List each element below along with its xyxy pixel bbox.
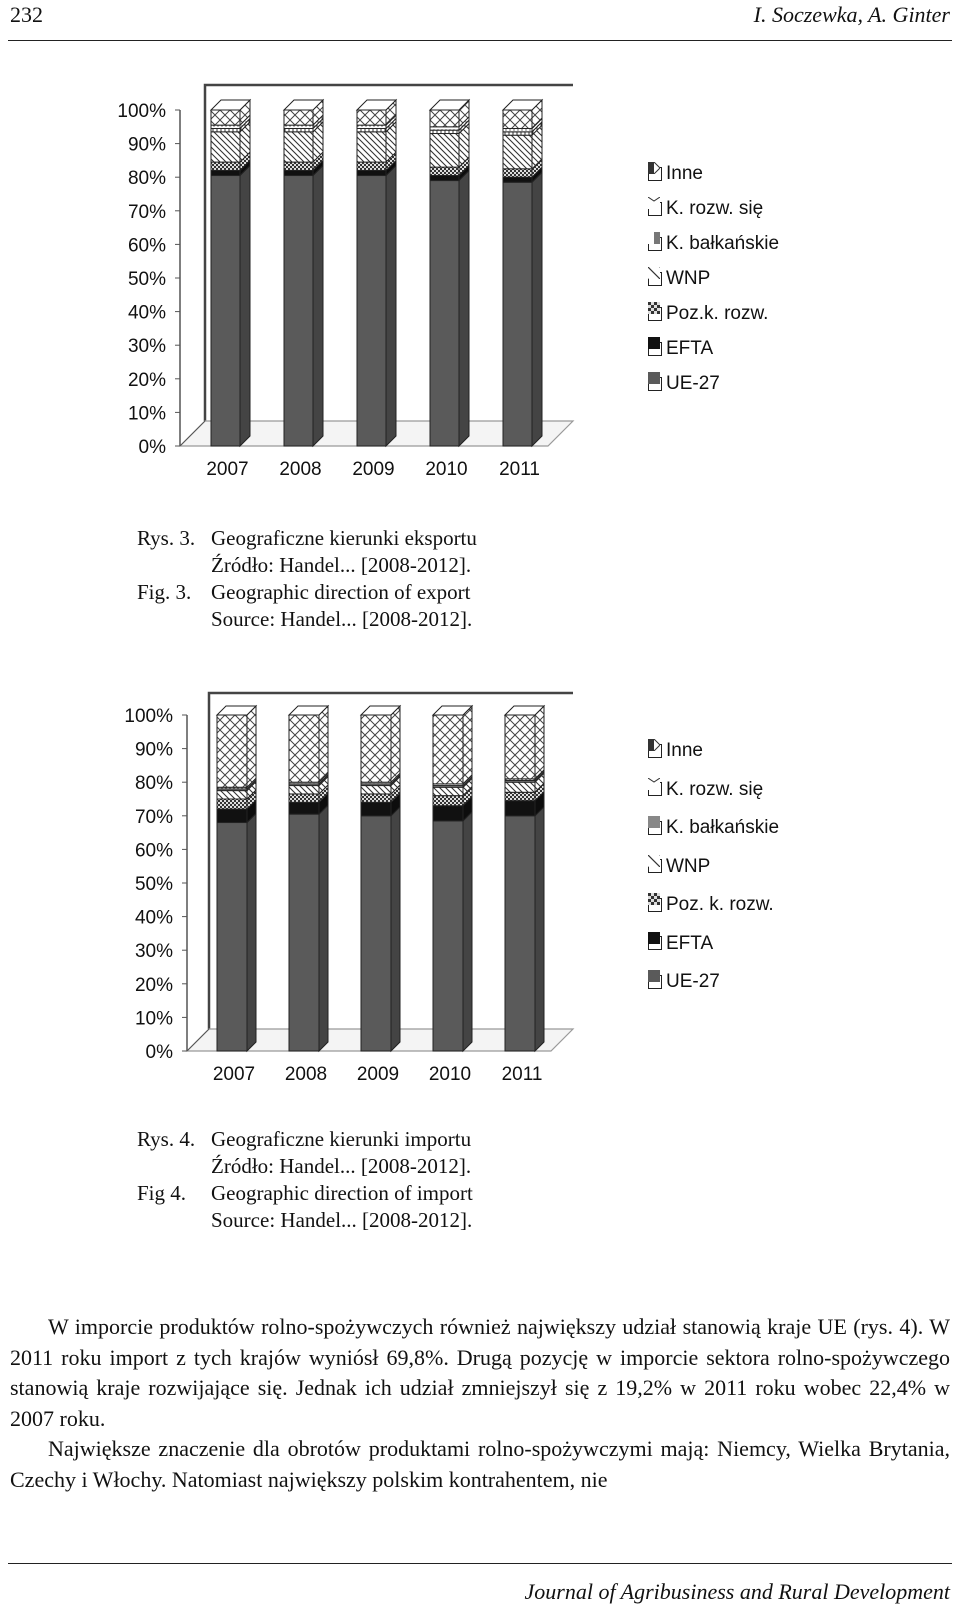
bar-segment — [361, 706, 400, 782]
bar-stack-2010 — [433, 706, 472, 1051]
bar-stack-2010 — [430, 100, 469, 446]
legend-swatch — [648, 272, 662, 286]
caption-fig-title: Geographic direction of export — [211, 580, 471, 604]
legend-item — [648, 337, 713, 361]
body-paragraph-1: W imporcie produktów rolno-spożywczych również największy udział stanowią kraje UE (rys. 4). W 2011 roku import z tych krajów wyniósł 69,8%. Drugą pozycję w imporcie sektora rolno-spożywczego stanowią kraje rozwijające się. Jednak ich udział zmniejszył się z 19,2% w 2011 roku wobec 22,4% w 2007 roku. — [10, 1314, 950, 1431]
running-head-authors: I. Soczewka, A. Ginter — [753, 2, 950, 27]
legend-swatch — [648, 167, 662, 181]
import-chart-svg — [0, 690, 960, 1110]
x-tick-label: 2009 — [356, 1064, 400, 1085]
y-tick-label: 60% — [127, 235, 166, 257]
y-tick-label: 0% — [145, 1042, 173, 1063]
y-tick-label: 50% — [127, 269, 166, 290]
y-tick-label: 60% — [134, 840, 173, 862]
legend-item — [648, 372, 720, 396]
caption-rys-title: Geograficzne kierunki eksportu — [211, 526, 477, 550]
bar-stack-2007 — [217, 706, 256, 1051]
legend-item — [648, 816, 779, 840]
legend-label: K. rozw. się — [666, 778, 764, 800]
legend-item — [648, 232, 779, 256]
caption-rys-source: Źródło: Handel... [2008-2012]. — [211, 553, 472, 577]
bar-segment — [430, 171, 469, 446]
legend-swatch — [648, 859, 662, 873]
legend-swatch — [648, 307, 662, 321]
legend-item — [648, 855, 710, 879]
x-tick-label: 2008 — [279, 459, 322, 480]
bar-segment — [217, 706, 256, 787]
page-footer — [8, 1563, 952, 1604]
y-tick-label: 90% — [134, 739, 173, 761]
bar-stack-2011 — [505, 706, 544, 1051]
y-tick-label: 0% — [138, 437, 166, 458]
legend-label: WNP — [666, 855, 711, 877]
legend-swatch — [648, 744, 662, 758]
legend-swatch — [648, 936, 662, 950]
legend-swatch — [648, 342, 662, 356]
x-tick-label: 2010 — [425, 459, 468, 480]
legend-item — [648, 267, 710, 291]
legend-label: WNP — [666, 268, 711, 289]
x-tick-label: 2007 — [206, 459, 249, 480]
bar-segment — [505, 807, 544, 1051]
legend-item — [648, 778, 763, 802]
bar-segment — [217, 814, 256, 1051]
x-tick-label: 2008 — [284, 1064, 328, 1085]
legend-label: Poz. k. rozw. — [666, 894, 774, 915]
y-tick-label: 40% — [127, 302, 166, 324]
y-tick-label: 80% — [134, 773, 173, 795]
y-tick-label: 90% — [127, 134, 166, 156]
caption-fig-source: Source: Handel... [2008-2012]. — [211, 1208, 473, 1232]
bar-stack-2009 — [357, 100, 396, 446]
y-tick-label: 10% — [134, 1008, 173, 1030]
legend-label: K. bałkańskie — [666, 233, 780, 254]
legend-label: Inne — [666, 740, 703, 761]
caption-fig-label: Fig. 3. — [137, 580, 192, 604]
legend-item — [648, 970, 720, 994]
legend-swatch — [648, 975, 662, 989]
y-tick-label: 20% — [134, 974, 173, 996]
journal-name: Journal of Agribusiness and Rural Development — [524, 1579, 950, 1604]
legend-label: EFTA — [666, 338, 714, 359]
y-tick-label: 100% — [117, 101, 166, 122]
bar-stack-2008 — [284, 100, 323, 446]
x-tick-label: 2010 — [428, 1064, 472, 1085]
bar-segment — [433, 812, 472, 1051]
caption-rys-title: Geograficzne kierunki importu — [211, 1127, 472, 1151]
y-tick-label: 70% — [127, 201, 166, 223]
legend-label: UE-27 — [666, 971, 720, 992]
bar-segment — [505, 706, 544, 779]
x-tick-label: 2011 — [499, 459, 540, 480]
y-tick-label: 50% — [134, 874, 173, 895]
bar-segment — [433, 706, 472, 784]
caption-rys-source: Źródło: Handel... [2008-2012]. — [211, 1154, 472, 1178]
legend-item — [648, 893, 774, 917]
legend-swatch — [648, 202, 662, 216]
y-tick-label: 80% — [127, 168, 166, 190]
y-tick-label: 10% — [127, 403, 166, 425]
legend-label: Inne — [666, 163, 703, 184]
page-number: 232 — [10, 2, 43, 27]
caption-fig-label: Fig 4. — [137, 1181, 187, 1205]
bar-stack-2009 — [361, 706, 400, 1051]
legend-swatch — [648, 898, 662, 912]
x-tick-label: 2007 — [212, 1064, 256, 1085]
page-header — [8, 0, 952, 41]
bar-segment — [361, 807, 400, 1051]
legend-item — [648, 197, 763, 221]
export-chart-svg — [0, 80, 960, 500]
bar-segment — [289, 706, 328, 782]
bar-segment — [284, 166, 323, 446]
y-tick-label: 100% — [124, 706, 173, 727]
body-paragraph-2: Największe znaczenie dla obrotów produktami rolno-spożywczymi mają: Niemcy, Wielka Brytania, Czechy i Włochy. Natomiast największy polskim kontrahentem, nie — [10, 1436, 950, 1492]
y-tick-label: 30% — [134, 941, 173, 963]
body-text — [10, 1312, 950, 1495]
y-tick-label: 20% — [127, 369, 166, 391]
legend-label: K. bałkańskie — [666, 817, 780, 838]
legend-swatch — [648, 782, 662, 796]
y-tick-label: 30% — [127, 336, 166, 358]
caption-rys-label: Rys. 4. — [137, 1127, 196, 1151]
legend-item — [648, 302, 768, 326]
legend-label: EFTA — [666, 932, 714, 954]
caption-fig-source: Source: Handel... [2008-2012]. — [211, 607, 473, 631]
legend-label: Poz.k. rozw. — [666, 303, 769, 324]
legend-swatch — [648, 821, 662, 835]
y-tick-label: 70% — [134, 806, 173, 828]
bar-segment — [211, 166, 250, 446]
x-tick-label: 2011 — [501, 1064, 543, 1085]
legend-label: K. rozw. się — [666, 198, 764, 219]
legend-item — [648, 739, 703, 763]
caption-fig-title: Geographic direction of import — [211, 1181, 473, 1205]
export-chart — [0, 80, 960, 500]
legend-label: UE-27 — [666, 373, 720, 394]
y-tick-label: 40% — [134, 907, 173, 929]
bar-stack-2007 — [211, 100, 250, 446]
bar-segment — [503, 172, 542, 446]
legend-swatch — [648, 237, 662, 251]
bar-segment — [357, 166, 396, 446]
caption-rys-label: Rys. 3. — [137, 526, 196, 550]
legend-swatch — [648, 377, 662, 391]
import-chart — [0, 690, 960, 1110]
legend-item — [648, 932, 713, 956]
legend-item — [648, 162, 703, 186]
x-tick-label: 2009 — [352, 459, 395, 480]
bar-stack-2008 — [289, 706, 328, 1051]
bar-segment — [289, 805, 328, 1051]
bar-stack-2011 — [503, 100, 542, 446]
